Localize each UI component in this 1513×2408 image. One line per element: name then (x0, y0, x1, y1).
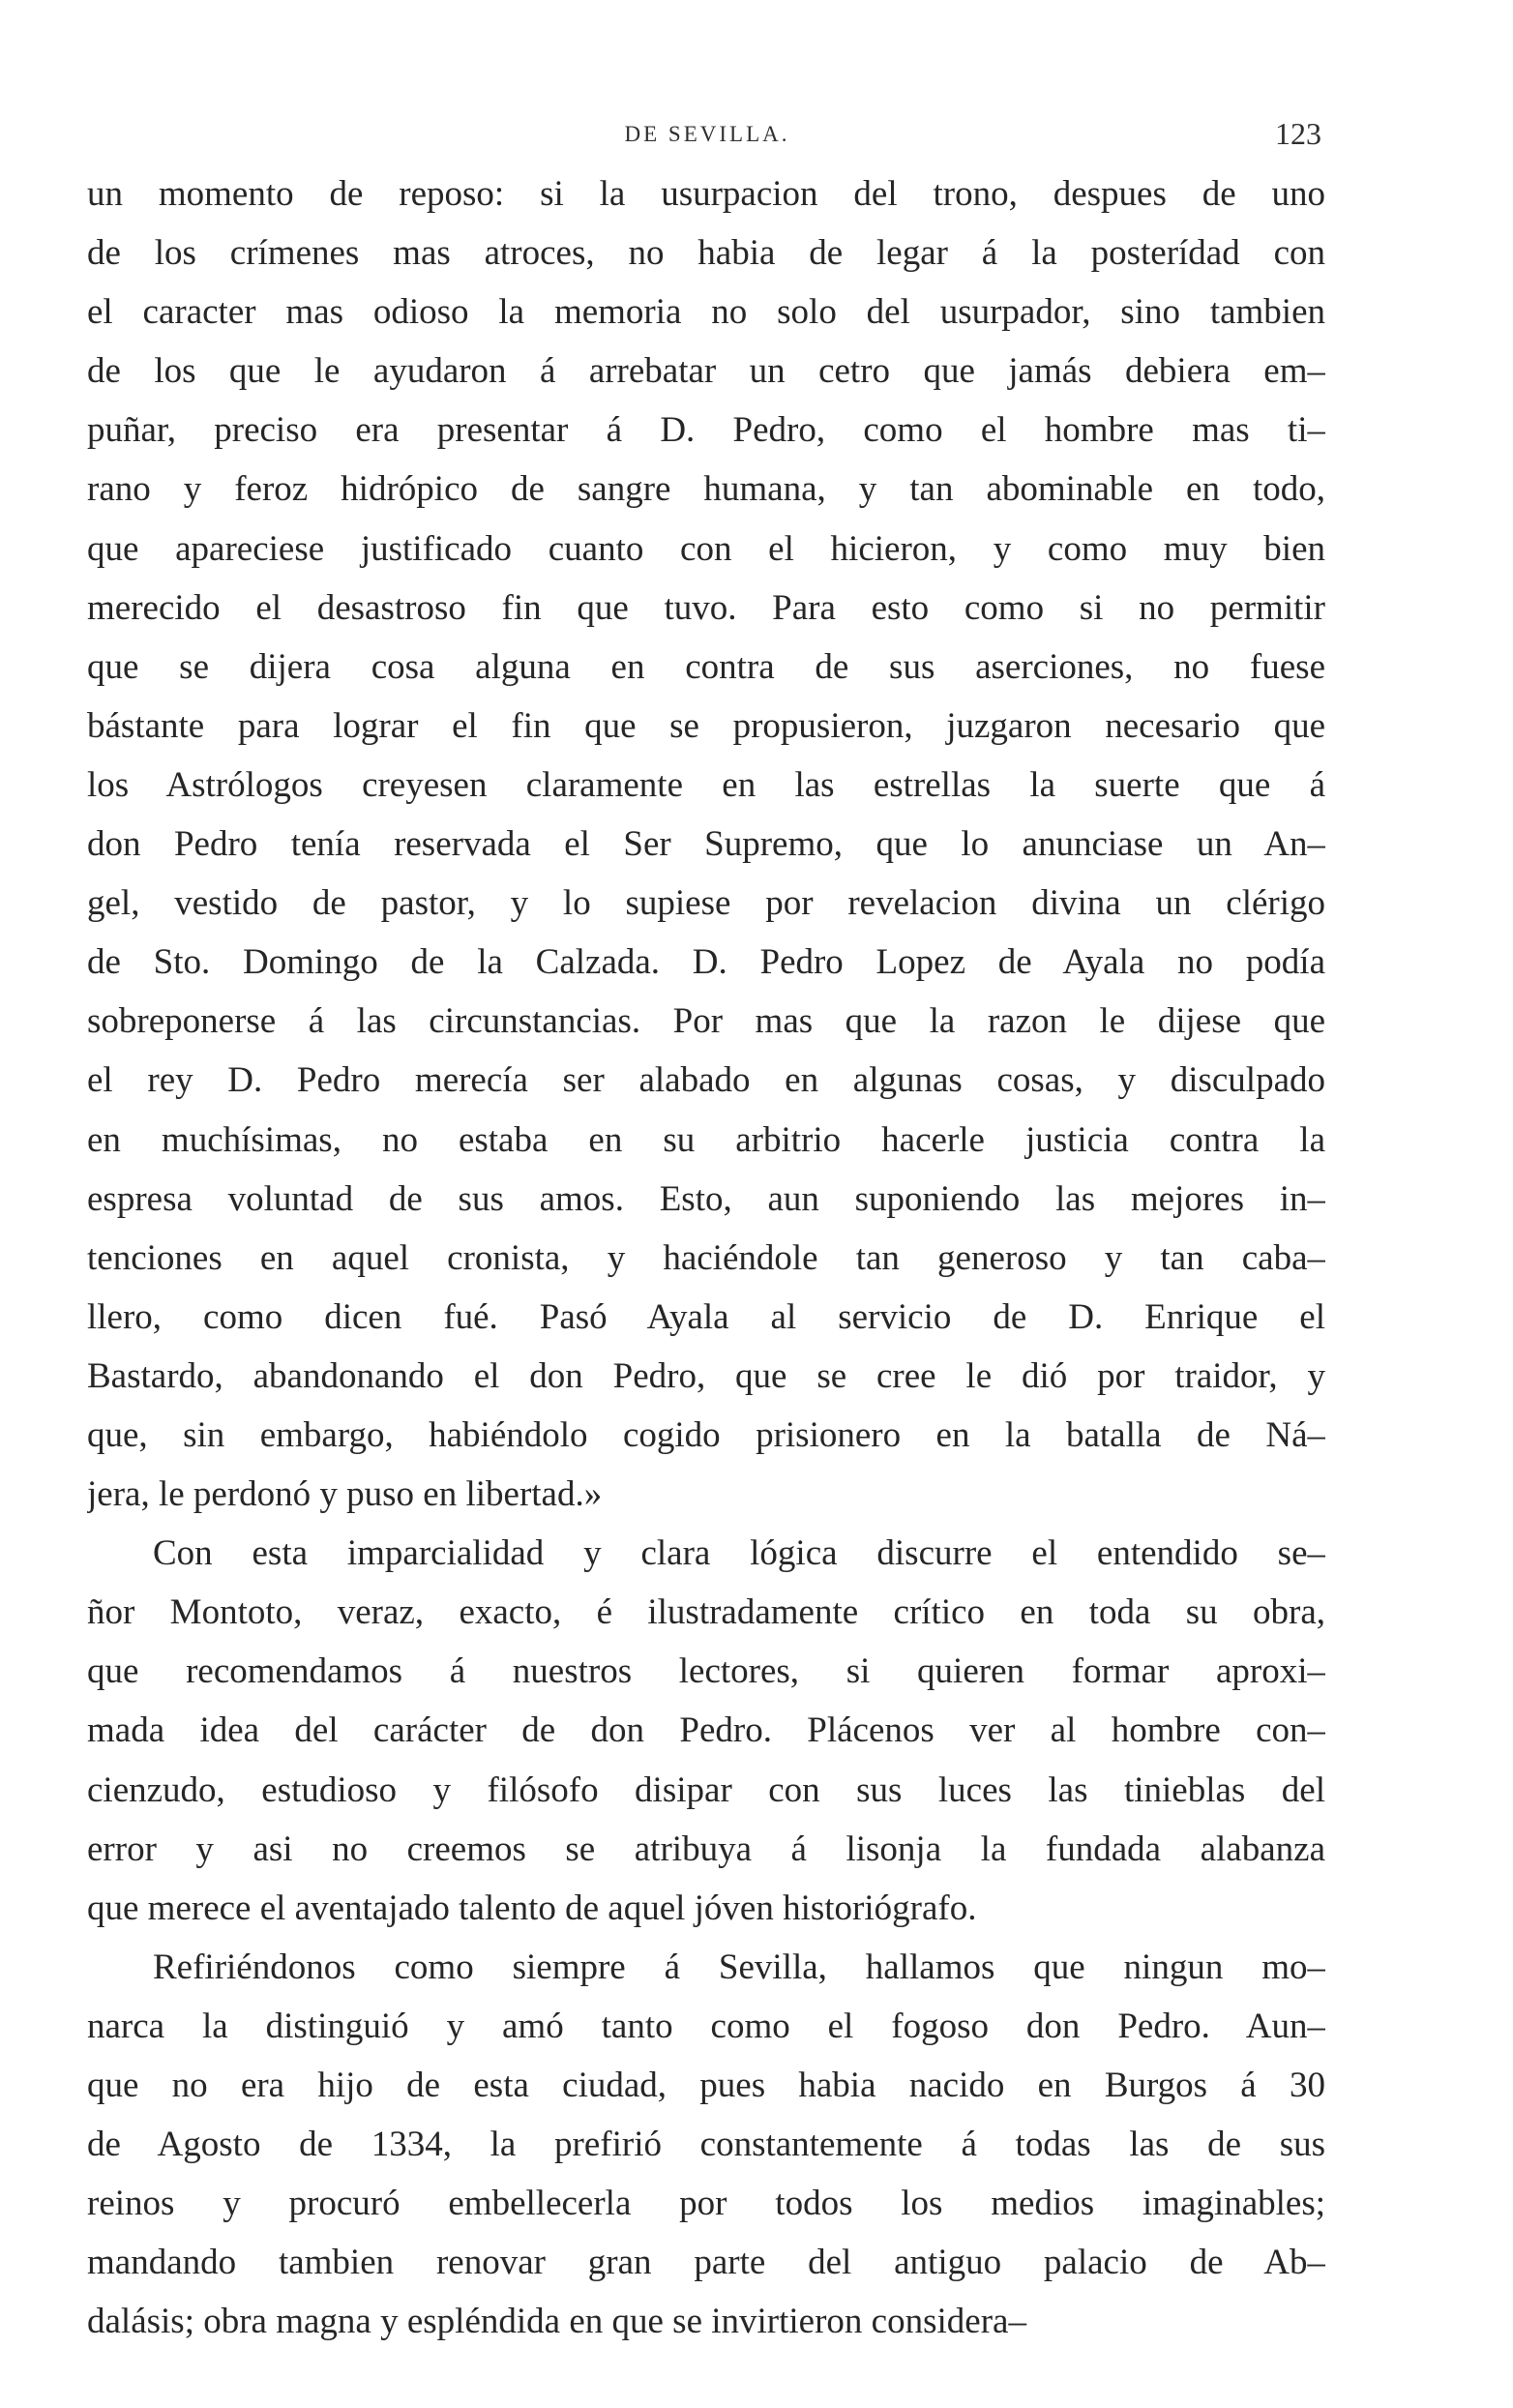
paragraph (87, 1938, 1325, 2352)
text-line: que, sin embargo, habiéndolo cogido prisionero en la batalla de Ná– (87, 1414, 1325, 1455)
text-line: puñar, preciso era presentar á D. Pedro, como el hombre mas ti– (87, 410, 1325, 451)
text-line: Refiriéndonos como siempre á Sevilla, hallamos que ningun mo– (153, 1947, 1325, 1987)
text-line: narca la distinguió y amó tanto como el fogoso don Pedro. Aun– (87, 2006, 1325, 2046)
text-line: cienzudo, estudioso y filósofo disipar con sus luces las tinieblas del (87, 1769, 1325, 1810)
text-line: en muchísimas, no estaba en su arbitrio hacerle justicia contra la (87, 1119, 1325, 1160)
text-line: que se dijera cosa alguna en contra de sus aserciones, no fuese (87, 646, 1325, 687)
page-number: 123 (1275, 116, 1321, 151)
body-text (87, 164, 1325, 2351)
text-line: rano y feroz hidrópico de sangre humana, y tan abominable en todo, (87, 469, 1325, 510)
text-line: que recomendamos á nuestros lectores, si quieren formar aproxi– (87, 1651, 1325, 1692)
text-line: que merece el aventajado talento de aquel jóven historiógrafo. (87, 1888, 977, 1928)
text-line: un momento de reposo: si la usurpacion del trono, despues de uno (87, 174, 1325, 214)
paragraph (87, 1524, 1325, 1938)
text-line: el rey D. Pedro merecía ser alabado en algunas cosas, y disculpado (87, 1060, 1325, 1101)
text-line: Bastardo, abandonando el don Pedro, que se cree le dió por traidor, y (87, 1355, 1325, 1396)
running-head (93, 116, 1321, 155)
text-line: espresa voluntad de sus amos. Esto, aun suponiendo las mejores in– (87, 1178, 1325, 1219)
text-line: don Pedro tenía reservada el Ser Supremo, que lo anunciase un An– (87, 824, 1325, 865)
text-line: Con esta imparcialidad y clara lógica discurre el entendido se– (153, 1533, 1325, 1574)
text-line: sobreponerse á las circunstancias. Por mas que la razon le dijese que (87, 1001, 1325, 1042)
text-line: mandando tambien renovar gran parte del antiguo palacio de Ab– (87, 2243, 1325, 2283)
text-line: llero, como dicen fué. Pasó Ayala al servicio de D. Enrique el (87, 1296, 1325, 1337)
running-title: DE SEVILLA. (624, 122, 790, 146)
text-line: que apareciese justificado cuanto con el hicieron, y como muy bien (87, 528, 1325, 569)
text-line: los Astrólogos creyesen claramente en las estrellas la suerte que á (87, 764, 1325, 805)
text-line: mada idea del carácter de don Pedro. Plácenos ver al hombre con– (87, 1710, 1325, 1751)
text-line: merecido el desastroso fin que tuvo. Para esto como si no permitir (87, 587, 1325, 628)
text-line: dalásis; obra magna y espléndida en que se invirtieron considera– (87, 2302, 1026, 2342)
text-line: ñor Montoto, veraz, exacto, é ilustradamente crítico en toda su obra, (87, 1592, 1325, 1633)
text-line: error y asi no creemos se atribuya á lisonja la fundada alabanza (87, 1828, 1325, 1869)
paragraph (87, 164, 1325, 1524)
text-line: reinos y procuró embellecerla por todos los medios imaginables; (87, 2184, 1325, 2224)
text-line: tenciones en aquel cronista, y haciéndole tan generoso y tan caba– (87, 1237, 1325, 1278)
text-line: que no era hijo de esta ciudad, pues habia nacido en Burgos á 30 (87, 2066, 1325, 2105)
text-line: de los que le ayudaron á arrebatar un cetro que jamás debiera em– (87, 351, 1325, 392)
text-line: el caracter mas odioso la memoria no solo del usurpador, sino tambien (87, 292, 1325, 333)
text-line: jera, le perdonó y puso en libertad.» (87, 1474, 603, 1515)
text-line: de los crímenes mas atroces, no habia de legar á la posterídad con (87, 233, 1325, 274)
text-line: bástante para lograr el fin que se propusieron, juzgaron necesario que (87, 705, 1325, 746)
text-line: de Sto. Domingo de la Calzada. D. Pedro Lopez de Ayala no podía (87, 942, 1325, 983)
text-line: gel, vestido de pastor, y lo supiese por revelacion divina un clérigo (87, 883, 1325, 924)
text-line: de Agosto de 1334, la prefirió constantemente á todas las de sus (87, 2125, 1325, 2165)
